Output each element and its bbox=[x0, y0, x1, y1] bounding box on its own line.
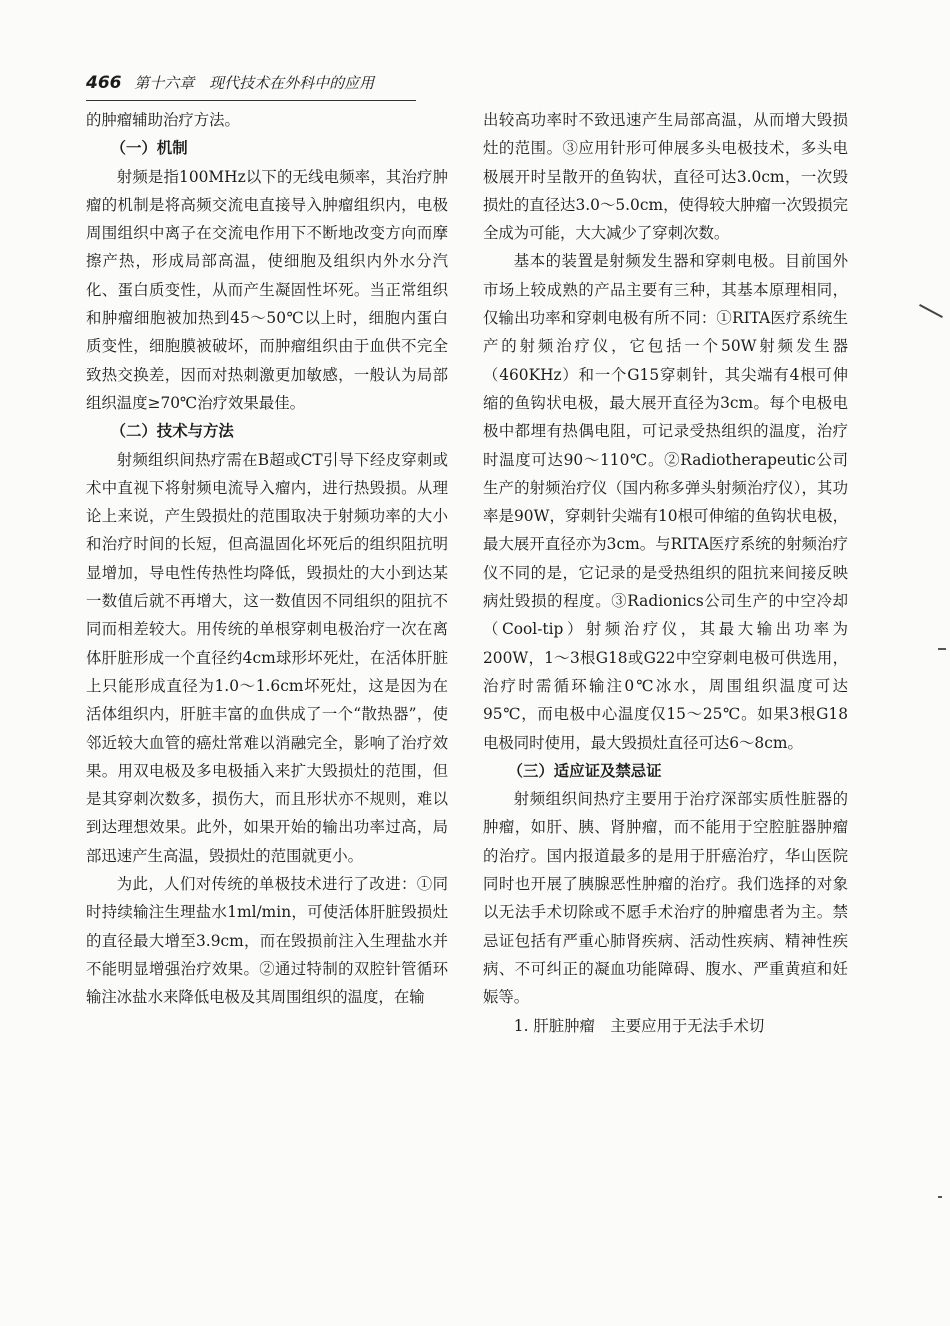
chapter-title: 现代技术在外科中的应用 bbox=[209, 74, 375, 92]
page-number: 466 bbox=[86, 73, 122, 93]
paragraph: 1. 肝脏肿瘤 主要应用于无法手术切 bbox=[513, 1016, 765, 1035]
paragraph: 射频是指100MHz以下的无线电频率，其治疗肿瘤的机制是将高频交流电直接导入肿瘤组织内，电极周围组织中离子在交流电作用下不断地改变方向而摩擦产热，形成局部高温，使细胞及组织内外水分汽化、蛋白质变性，从而产生凝固性坏死。当正常组织和肿瘤细胞被加热到45～50℃以上时，细胞内蛋白质变性，细胞膜被破坏，而肿瘤组织由于血供不完全致热交换差，因而对热刺激更加敏感，一般认为局部组织温度≥70℃治疗效果最佳。 bbox=[86, 167, 448, 412]
left-column bbox=[86, 106, 448, 1012]
scan-mark bbox=[919, 304, 943, 318]
paragraph: 射频组织间热疗主要用于治疗深部实质性脏器的肿瘤，如肝、胰、肾肿瘤，而不能用于空腔脏器肿瘤的治疗。国内报道最多的是用于肝癌治疗，华山医院同时也开展了胰腺恶性肿瘤的治疗。我们选择的对象以无法手术切除或不愿手术治疗的肿瘤患者为主。禁忌证包括有严重心肺肾疾病、活动性疾病、精神性疾病、不可纠正的凝血功能障碍、腹水、严重黄疸和妊娠等。 bbox=[483, 790, 848, 1007]
paragraph: 的肿瘤辅助治疗方法。 bbox=[86, 111, 240, 129]
paragraph: 出较高功率时不致迅速产生局部高温，从而增大毁损灶的范围。③应用针形可伸展多头电极技术，多头电极展开时呈散开的鱼钩状，直径可达3.0cm，一次毁损灶的直径达3.0～5.0cm，使得较大肿瘤一次毁损完全成为可能，大大减少了穿刺次数。 bbox=[483, 111, 848, 243]
running-header bbox=[86, 72, 416, 101]
chapter-number: 第十六章 bbox=[134, 74, 195, 92]
section-heading-indications: （三）适应证及禁忌证 bbox=[507, 761, 662, 780]
scan-mark bbox=[938, 1196, 942, 1198]
paragraph: 基本的装置是射频发生器和穿刺电极。目前国外市场上较成熟的产品主要有三种，其基本原理相同，仅输出功率和穿刺电极有所不同：①RITA医疗系统生产的射频治疗仪，它包括一个50W射频发生器（460KHz）和一个G15穿刺针，其尖端有4根可伸缩的鱼钩状电极，最大展开直径为3cm。每个电极电极中都埋有热偶电阻，可记录受热组织的温度，治疗时温度可达90～110℃。②Radiotherapeutic公司生产的射频治疗仪（国内称多弹头射频治疗仪），其功率是90W，穿刺针尖端有10根可伸缩的鱼钩状电极，最大展开直径亦为3cm。与RITA医疗系统的射频治疗仪不同的是，它记录的是受热组织的阻抗来间接反映病灶毁损的程度。③Radionics公司生产的中空冷却（Cool-tip）射频治疗仪，其最大输出功率为200W，1～3根G18或G22中空穿刺电极可供选用，治疗时需循环输注0℃冰水，周围组织温度可达95℃，而电极中心温度仅15～25℃。如果3根G18电极同时使用，最大毁损灶直径可达6～8cm。 bbox=[483, 252, 848, 752]
section-heading-technique: （二）技术与方法 bbox=[110, 422, 234, 441]
paragraph: 射频组织间热疗需在B超或CT引导下经皮穿刺或术中直视下将射频电流导入瘤内，进行热毁损。从理论上来说，产生毁损灶的范围取决于射频功率的大小和治疗时间的长短，但高温固化坏死后的组织阻抗明显增加，导电性传热性均降低，毁损灶的大小到达某一数值后就不再增大，这一数值因不同组织的阻抗不同而相差较大。用传统的单根穿刺电极治疗一次在离体肝脏形成一个直径约4cm球形坏死灶，在活体肝脏上只能形成直径为1.0～1.6cm坏死灶，这是因为在活体组织内，肝脏丰富的血供成了一个“散热器”，使邻近较大血管的癌灶常难以消融完全，影响了治疗效果。用双电极及多电极插入来扩大毁损灶的范围，但是其穿刺次数多，损伤大，而且形状亦不规则，难以到达理想效果。此外，如果开始的输出功率过高，局部迅速产生高温，毁损灶的范围就更小。 bbox=[86, 450, 448, 865]
scan-mark bbox=[938, 648, 946, 650]
section-heading-mechanism: （一）机制 bbox=[110, 139, 188, 158]
paragraph: 为此，人们对传统的单极技术进行了改进：①同时持续输注生理盐水1ml/min，可使活体肝脏毁损灶的直径最大增至3.9cm，而在毁损前注入生理盐水并不能明显增强治疗效果。②通过特制的双腔针管循环输注冰盐水来降低电极及其周围组织的温度，在输 bbox=[86, 875, 448, 1007]
right-column bbox=[483, 106, 848, 1040]
